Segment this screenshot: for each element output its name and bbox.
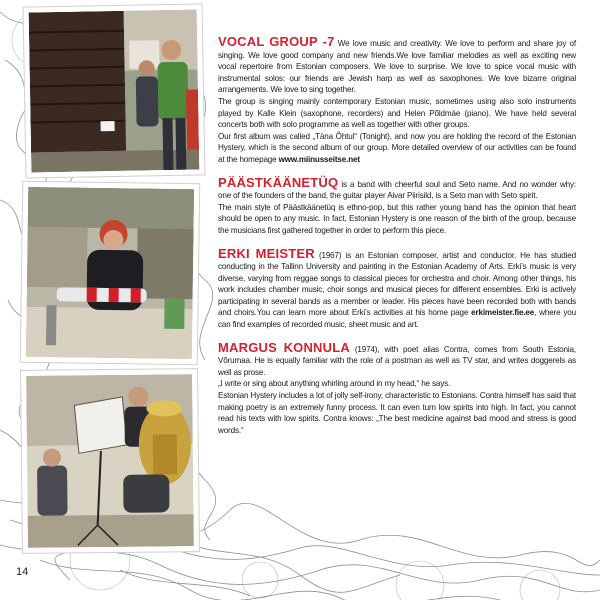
erki-meister-intro: (1967) is an Estonian composer, artist and conductor. He has studied conducting in the Tallinn University and painting in the Estonian Academy of Arts. Erki’s music is very diverse, varying from reggae songs to classical pieces for orchestra and choir. Among other things, his work includes chamber music, choir songs and musical pieces for different ensembles. Erki is actively participating in several bands as a member or leader. His pieces have been recorded both with bands and choirs.You can learn more about Erki’s activities at his home page bbox=[218, 250, 576, 318]
section-margus-konnula bbox=[218, 339, 576, 437]
erki-meister-after-link: , where you can find examples of recorded music, sheet music and art. bbox=[218, 308, 576, 330]
paastkaanetuq-intro: is a band with cheerful soul and Seto name. And no wonder why: one of the founders of the band, the guitar player Aivar Piirisild, is a Seto man with Seto spirit. bbox=[218, 179, 576, 201]
photo-paastkaanetuq-image bbox=[26, 187, 194, 359]
heading-paastkaanetuq: PÄÄSTKÄÄNETÜQ bbox=[218, 174, 339, 190]
article-text-column bbox=[218, 36, 576, 447]
photo-erki-meister-image bbox=[26, 374, 194, 548]
photo-vocal-group bbox=[24, 4, 205, 177]
paastkaanetuq-paragraph: The main style of Päästkäänetüq is ethno-pop, but this rather young band has the opinion that heart should be open to any music. In fact, Estonian Hystery is one reason of the birth of the group, because the musicians first gathered together in order to perform this piece. bbox=[218, 202, 576, 235]
section-vocal-group bbox=[218, 36, 576, 166]
section-erki-meister bbox=[218, 245, 576, 331]
heading-margus-konnula: MARGUS KONNULA bbox=[218, 339, 350, 355]
vocal-group-intro: We love music and creativity. We love to perform and share joy of singing. We love good company and new friends.We love familiar melodies as well as exciting new vocal repertoire from Estonian composers. We love to surprise. We love to spice vocal music with instrumental solos: our friends are Jewish harp as well as saxophones. We love bizarre original arrangements. We love to sing together. bbox=[218, 39, 576, 95]
margus-konnula-intro: (1974), with poet alias Contra, comes from South Estonia, Võrumaa. He is equally familiar with the role of a postman as well as TV star, and writes doggerels as well as prose. bbox=[218, 344, 576, 377]
heading-vocal-group: VOCAL GROUP -7 bbox=[218, 34, 335, 49]
margus-konnula-paragraph: Estonian Hystery includes a lot of jolly self-irony, characteristic to Estonians. Contra himself has said that making poetry is an extremely funny process. It can even turn low spirits into high. In fact, you cannot read his texts with low spirits. Contra knows: „The best medicine against bad mood and stress is good words.“ bbox=[218, 391, 576, 435]
vocal-group-closing: Our first album was called „Täna Õhtul“ (Tonight), and now you are holding the record of the Estonian Hystery, which is the second album of our group. More detailed overview of our activities can be found at the homepage bbox=[218, 131, 576, 164]
vocal-group-paragraph: The group is singing mainly contemporary Estonian music, sometimes using also solo instruments played by Kalle Klein (saxophone, recorders) and Helen Põldmäe (piano). We have held several concerts both with solo programme as well as together with other groups. bbox=[218, 96, 576, 130]
margus-konnula-quote: „I write or sing about anything whirling around in my head,“ he says. bbox=[218, 379, 451, 389]
photo-vocal-group-image bbox=[29, 10, 200, 173]
homepage-link[interactable]: www.miinusseitse.net bbox=[278, 154, 360, 164]
heading-erki-meister: ERKI MEISTER bbox=[218, 245, 315, 261]
erki-homepage-link[interactable]: erkimeister.fie.ee bbox=[471, 308, 535, 318]
photo-paastkaanetuq bbox=[21, 182, 199, 364]
photo-erki-meister bbox=[21, 369, 199, 553]
page-number: 14 bbox=[16, 566, 29, 578]
section-paastkaanetuq bbox=[218, 174, 576, 237]
